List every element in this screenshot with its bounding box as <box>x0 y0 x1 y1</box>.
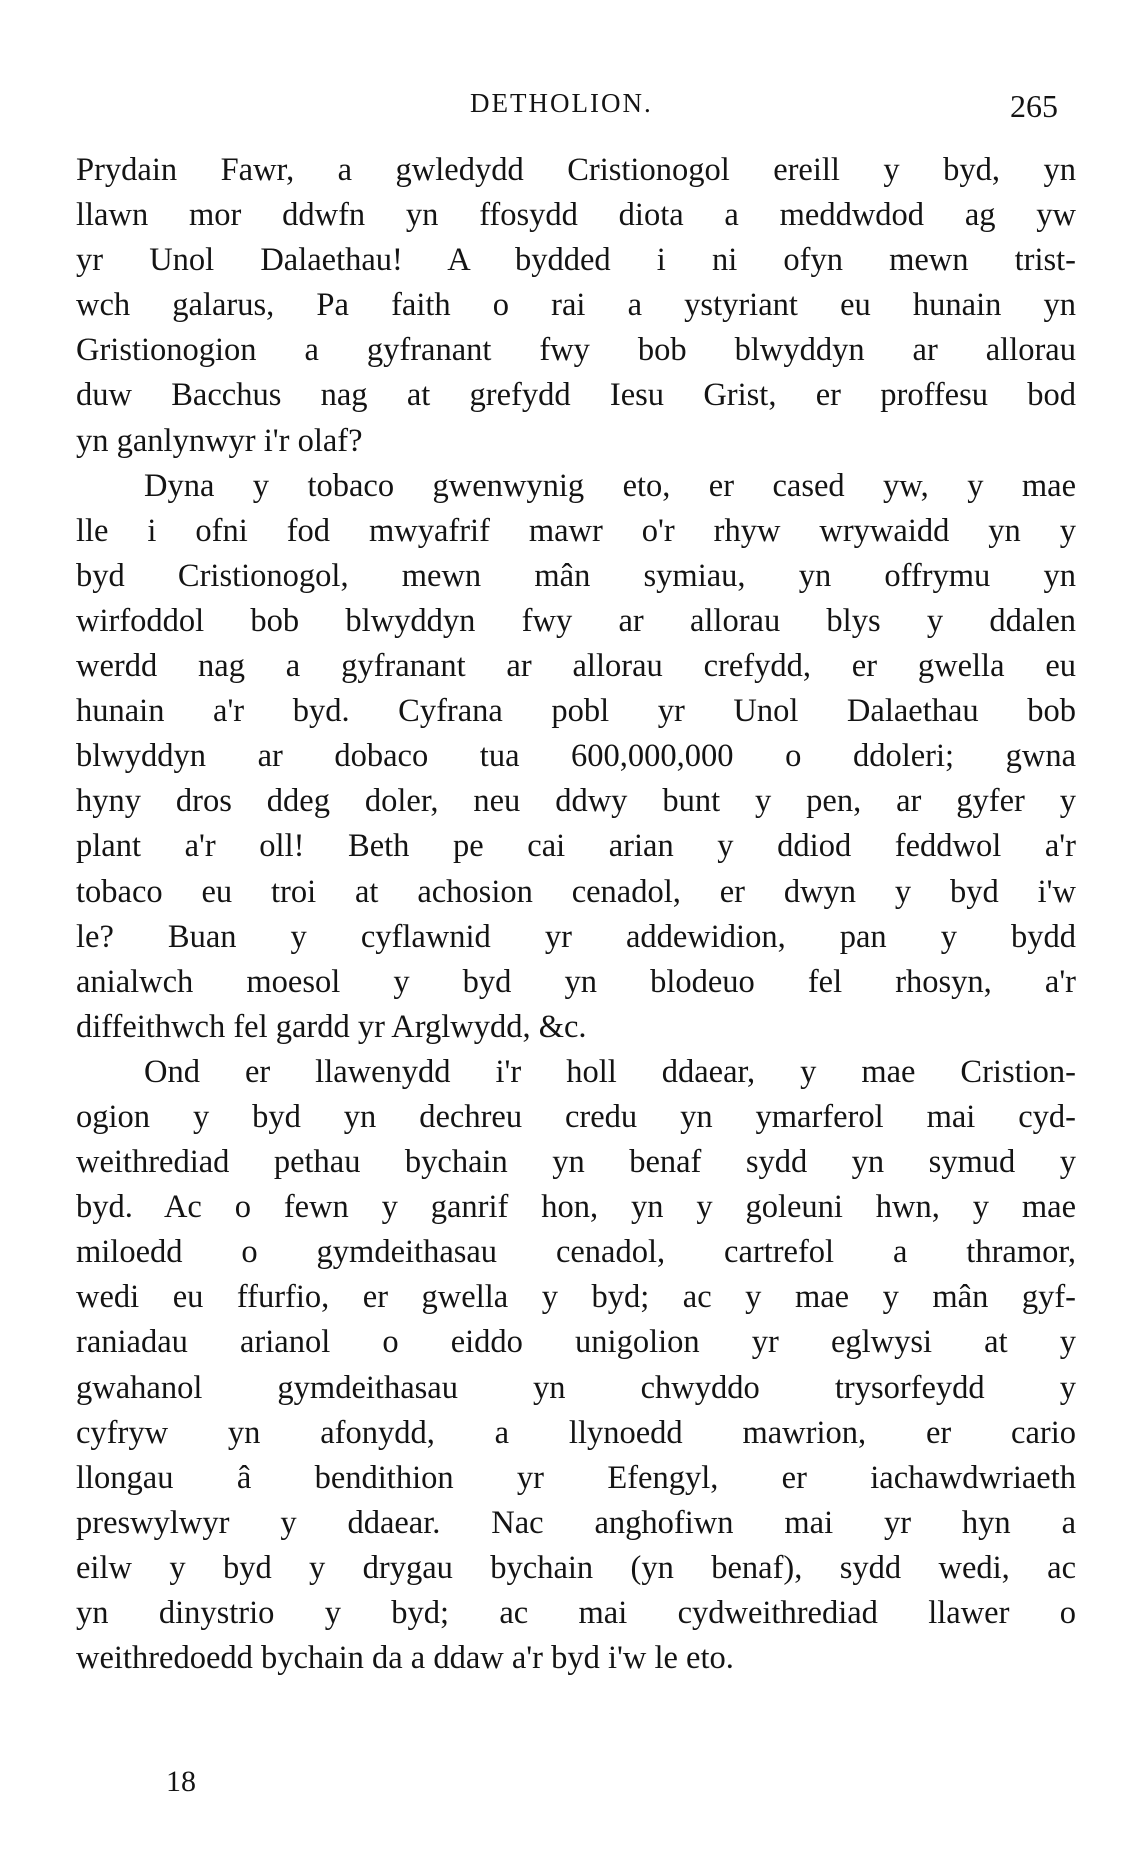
text-line: lle i ofni fod mwyafrif mawr o'r rhyw wrywaidd yn y <box>76 512 1076 549</box>
text-line: byd Cristionogol, mewn mân symiau, yn offrymu yn <box>76 557 1076 594</box>
text-line: hunain a'r byd. Cyfrana pobl yr Unol Dalaethau bob <box>76 693 1076 730</box>
text-line: yr Unol Dalaethau! A bydded i ni ofyn mewn trist- <box>76 242 1076 279</box>
text-line: Gristionogion a gyfranant fwy bob blwyddyn ar allorau <box>76 332 1076 369</box>
text-line: diffeithwch fel gardd yr Arglwydd, &c. <box>76 1008 587 1045</box>
text-line: plant a'r oll! Beth pe cai arian y ddiod feddwol a'r <box>76 828 1076 865</box>
text-line: blwyddyn ar dobaco tua 600,000,000 o ddoleri; gwna <box>76 738 1076 775</box>
text-line: anialwch moesol y byd yn blodeuo fel rhosyn, a'r <box>76 963 1076 1000</box>
text-line: llongau â bendithion yr Efengyl, er iachawdwriaeth <box>76 1459 1076 1496</box>
text-line: weithrediad pethau bychain yn benaf sydd yn symud y <box>76 1144 1076 1181</box>
running-head <box>0 88 1140 128</box>
text-line: miloedd o gymdeithasau cenadol, cartrefol a thramor, <box>76 1234 1076 1271</box>
text-line: tobaco eu troi at achosion cenadol, er dwyn y byd i'w <box>76 873 1076 910</box>
paragraph-start-line: Ond er llawenydd i'r holl ddaear, y mae Cristion- <box>144 1053 1076 1090</box>
text-line: raniadau arianol o eiddo unigolion yr eglwysi at y <box>76 1324 1076 1361</box>
text-line: wch galarus, Pa faith o rai a ystyriant eu hunain yn <box>76 287 1076 324</box>
text-line: preswylwyr y ddaear. Nac anghofiwn mai yr hyn a <box>76 1504 1076 1541</box>
text-line: gwahanol gymdeithasau yn chwyddo trysorfeydd y <box>76 1369 1076 1406</box>
text-line: eilw y byd y drygau bychain (yn benaf), sydd wedi, ac <box>76 1549 1076 1586</box>
text-line: byd. Ac o fewn y ganrif hon, yn y goleuni hwn, y mae <box>76 1189 1076 1226</box>
body-text <box>76 148 1076 1681</box>
text-line: werdd nag a gyfranant ar allorau crefydd, er gwella eu <box>76 648 1076 685</box>
text-line: Prydain Fawr, a gwledydd Cristionogol ereill y byd, yn <box>76 152 1076 188</box>
paragraph-start-line: Dyna y tobaco gwenwynig eto, er cased yw, y mae <box>144 467 1076 504</box>
text-line: hyny dros ddeg doler, neu ddwy bunt y pen, ar gyfer y <box>76 783 1076 820</box>
signature-mark: 18 <box>166 1765 196 1798</box>
running-title: DETHOLION. <box>470 88 653 118</box>
text-line: llawn mor ddwfn yn ffosydd diota a meddwdod ag yw <box>76 197 1076 234</box>
text-line: yn ganlynwyr i'r olaf? <box>76 422 363 459</box>
text-line: weithredoedd bychain da a ddaw a'r byd i'w le eto. <box>76 1640 734 1677</box>
text-line: wedi eu ffurfio, er gwella y byd; ac y mae y mân gyf- <box>76 1279 1076 1316</box>
text-line: yn dinystrio y byd; ac mai cydweithrediad llawer o <box>76 1595 1076 1631</box>
text-line: wirfoddol bob blwyddyn fwy ar allorau blys y ddalen <box>76 602 1076 639</box>
text-line: ogion y byd yn dechreu credu yn ymarferol mai cyd- <box>76 1098 1076 1135</box>
text-line: le? Buan y cyflawnid yr addewidion, pan y bydd <box>76 918 1076 955</box>
page-number: 265 <box>1010 88 1058 124</box>
text-line: cyfryw yn afonydd, a llynoedd mawrion, er cario <box>76 1414 1076 1451</box>
text-line: duw Bacchus nag at grefydd Iesu Grist, er proffesu bod <box>76 377 1076 414</box>
